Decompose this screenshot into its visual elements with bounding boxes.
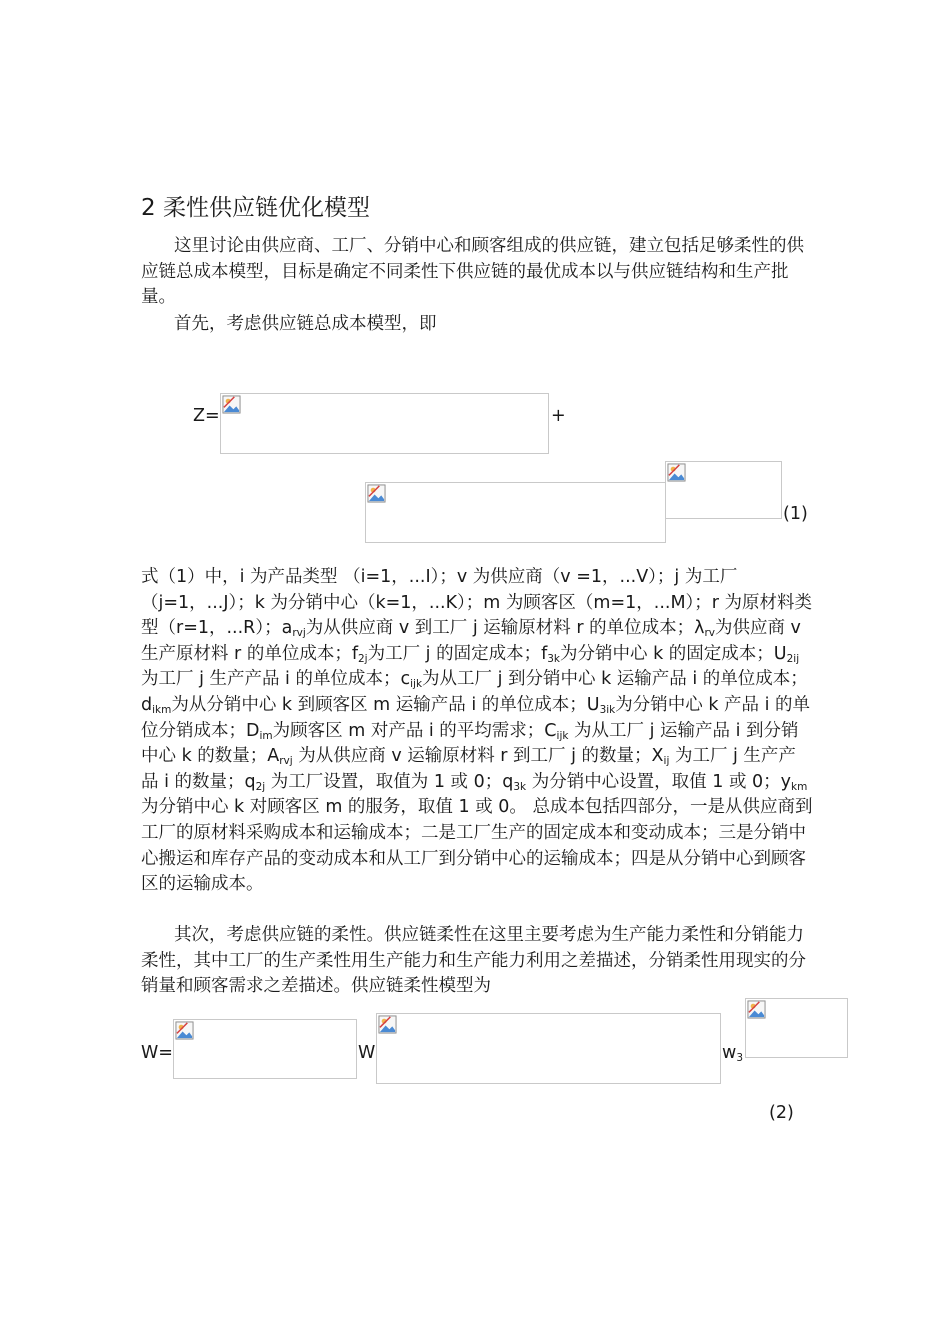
eq1-number: (1)	[783, 504, 808, 524]
definition-subscript: 3ik	[599, 703, 616, 716]
eq2-image-2	[376, 1013, 721, 1084]
definition-text: 为分销中心 k 产品 i 的单位分销成本；D	[141, 694, 811, 741]
definition-text: 为从供应商 v 运输原材料 r 到工厂 j 的数量；X	[292, 746, 664, 767]
definition-subscript: rvj	[292, 627, 306, 640]
eq2-lhs: W=	[141, 1043, 173, 1063]
definition-text: 为分销中心 k 的固定成本；U	[560, 643, 787, 664]
definition-subscript: 3k	[547, 652, 561, 665]
intro-paragraph: 这里讨论由供应商、工厂、分销中心和顾客组成的供应链，建立包括足够柔性的供应链总成本模型，目标是确定不同柔性下供应链的最优成本以与供应链结构和生产批量。	[141, 236, 804, 308]
definition-subscript: rvj	[279, 755, 293, 768]
broken-image-icon	[378, 1015, 397, 1034]
broken-image-icon	[175, 1021, 194, 1040]
first-paragraph: 首先，考虑供应链总成本模型，即	[174, 314, 437, 334]
second-paragraph: 其次，考虑供应链的柔性。供应链柔性在这里主要考虑为生产能力柔性和分销能力柔性，其中工厂的生产柔性用生产能力和生产能力利用之差描述，分销柔性用现实的分销量和顾客需求之差描述。供应链柔性模型为	[141, 925, 806, 997]
definition-text: 为从工厂 j 到分销中心 k 运输产品 i 的单位成本；d	[141, 669, 808, 715]
definition-text: 为顾客区 m 对产品 i 的平均需求；C	[272, 720, 557, 741]
definition-subscript: im	[259, 729, 273, 742]
definition-text: 式（1）中，i 为产品类型 （i=1，...I）；v 为供应商（v =1，...V）；j 为工厂（j=1，...J）；k 为分销中心（k=1，...K）；m 为顾客区（m=1，...M）；r 为原材料类型（r=1，...R）；a	[141, 567, 813, 639]
eq2-image-1	[173, 1019, 357, 1079]
definition-subscript: 2j	[255, 780, 266, 793]
definition-subscript: ijk	[556, 729, 569, 742]
eq1-image-2	[365, 482, 666, 543]
definition-text: 为从供应商 v 到工厂 j 运输原材料 r 的单位成本；λ	[305, 618, 705, 639]
eq1-lhs: Z=	[193, 406, 220, 426]
broken-image-icon	[222, 395, 241, 414]
eq1-image-1	[220, 393, 549, 454]
definition-text: 为分销中心设置，取值 1 或 0；y	[526, 771, 791, 792]
section-heading: 2 柔性供应链优化模型	[141, 195, 370, 221]
eq2-mid: W	[358, 1043, 376, 1063]
eq1-image-3	[665, 461, 782, 519]
eq2-number: (2)	[769, 1103, 794, 1123]
broken-image-icon	[747, 1000, 766, 1019]
definition-text: 为分销中心 k 对顾客区 m 的服务，取值 1 或 0。 总成本包括四部分，一是从供应商到工厂的原材料采购成本和运输成本；二是工厂生产的固定成本和变动成本；三是分销中心搬运和库存产品的变动成本和从工厂到分销中心的运输成本；四是从分销中心到顾客区的运输成本。	[141, 797, 813, 895]
eq1-plus: +	[551, 406, 566, 426]
eq2-w3	[722, 1042, 743, 1064]
definition-text: 为工厂设置，取值为 1 或 0；q	[265, 771, 514, 792]
eq2-w3-subscript: 3	[736, 1052, 744, 1064]
definition-text: 为从分销中心 k 到顾客区 m 运输产品 i 的单位成本；U	[171, 694, 600, 715]
definition-text: 为工厂 j 生产产品 i 的单位成本；c	[141, 669, 411, 690]
definition-subscript: ij	[663, 755, 670, 768]
definition-subscript: 2ij	[786, 652, 800, 665]
definition-subscript: rv	[704, 627, 715, 640]
definitions-paragraph	[141, 565, 813, 898]
definition-text: 为工厂 j 的固定成本；f	[367, 643, 548, 664]
eq2-w3-letter: w	[722, 1043, 737, 1063]
definition-text: 为从工厂 j 运输产品 i 到分销中心 k 的数量；A	[141, 720, 799, 767]
definition-subscript: ijk	[410, 678, 423, 691]
definition-subscript: ikm	[152, 703, 172, 716]
broken-image-icon	[367, 484, 386, 503]
broken-image-icon	[667, 463, 686, 482]
definition-subscript: 2j	[357, 652, 368, 665]
definition-subscript: 3k	[513, 780, 527, 793]
definition-text: 为供应商 v 生产原材料 r 的单位成本；f	[141, 618, 801, 664]
definition-text: 为工厂 j 生产产品 i 的数量；q	[141, 746, 796, 792]
definition-subscript: km	[791, 780, 808, 793]
eq2-image-3	[745, 998, 848, 1058]
